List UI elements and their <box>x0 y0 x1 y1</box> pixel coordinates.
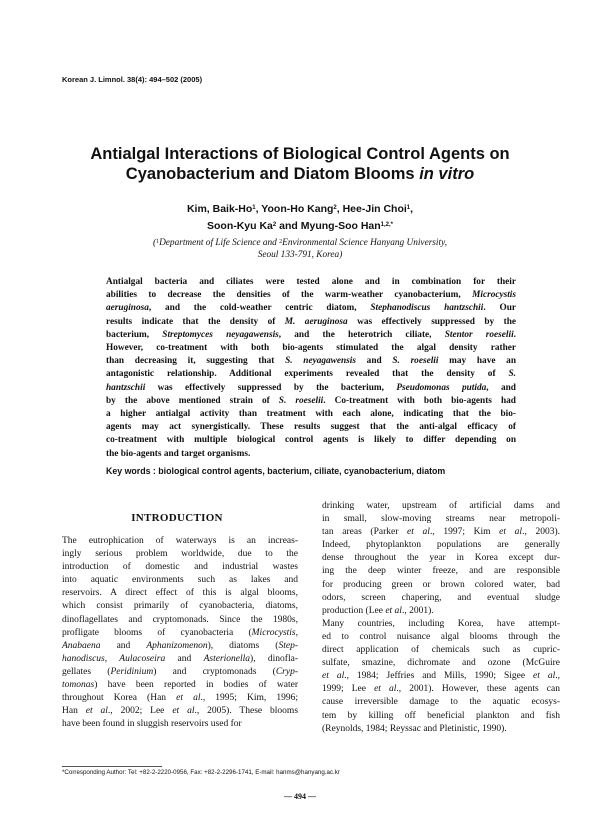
abstract-segment: , and <box>486 382 516 393</box>
page-number: — 494 — <box>284 792 316 801</box>
abstract-segment: M. aeruginosa <box>284 316 348 327</box>
right-column-line <box>322 526 560 539</box>
left-column-line <box>62 614 298 627</box>
right-column-segment: ., 1984; Jeffries and Mills, 1990; Sigee <box>344 671 534 682</box>
author-kang-affil: 2 <box>333 205 337 211</box>
author-kim: Kim, Baik-Ho <box>186 203 253 215</box>
affiliation-paren: ( <box>152 238 157 248</box>
abstract-line <box>106 316 516 329</box>
right-column-segment: ., <box>555 671 561 682</box>
abstract-segment: S. neyagawensis <box>285 356 356 367</box>
right-column-segment: direct application of chemicals such as cupric- <box>322 645 560 656</box>
left-column-line <box>62 705 298 718</box>
abstract-segment: hantzschii <box>106 382 146 393</box>
abstract-segment: aeruginosa <box>106 303 149 314</box>
abstract-segment: bacterium, <box>106 329 163 340</box>
left-column-segment: ), diatoms ( <box>207 640 279 651</box>
abstract-segment: by the above mentioned strain of <box>106 395 279 406</box>
keywords: Key words : biological control agents, bacterium, ciliate, cyanobacterium, diatom <box>106 466 446 476</box>
left-column-segment: introduction of domestic and industrial wastes <box>62 562 298 573</box>
author-han: and Myung-Soo Han <box>276 220 381 232</box>
right-column-segment: et al <box>499 527 523 538</box>
author-choi-affil: 1 <box>406 205 411 211</box>
abstract-line <box>106 276 516 289</box>
title-line-2-text: Cyanobacterium and Diatom Blooms <box>125 165 420 183</box>
author-han-affil: 1,2,* <box>380 222 394 228</box>
left-column-line <box>62 574 298 587</box>
abstract-segment: Stephanodiscus hantzschii <box>370 303 484 314</box>
left-column-segment: ., 2005). These blooms <box>194 706 299 717</box>
right-column-segment: ., 2001). However, these agents can <box>396 684 560 695</box>
right-column-segment: et al <box>385 605 402 616</box>
affiliation-sup-2: 2 <box>279 239 283 245</box>
right-column-line <box>322 592 560 605</box>
left-column-segment: ingly serious problem worldwide, due to the <box>62 549 298 560</box>
left-column-segment: throughout Korea (Han <box>62 693 177 704</box>
abstract-segment: the bio-agents and target organisms. <box>106 448 251 459</box>
author-choi: , Hee-Jin Choi <box>336 203 407 215</box>
left-column-segment: Anabaena <box>62 640 101 651</box>
left-column-line <box>62 666 298 679</box>
left-column-segment: and <box>165 653 204 664</box>
abstract-segment: was effectively suppressed by the bacterium, <box>145 382 397 393</box>
abstract-segment: agents may act synergistically. These results suggest that the anti-algal efficacy of <box>106 422 516 433</box>
right-column-segment: in small, slow-moving streams near metropoli- <box>322 514 560 525</box>
abstract-segment: results indicate that the density of <box>106 316 285 327</box>
right-column-segment: et al <box>407 527 430 538</box>
abstract-segment: , and the cold-weather centric diatom, <box>148 303 371 314</box>
abstract-segment: However, co-treatment with both bio-agents stimulated the algal density rather <box>106 343 516 354</box>
left-column-segment: gellates ( <box>62 666 111 677</box>
author-ka: Soon-Kyu Ka <box>206 220 273 232</box>
right-column-line <box>322 579 560 592</box>
abstract-line <box>106 395 516 408</box>
abstract-segment: Stentor roeselii <box>444 329 514 340</box>
right-column-line <box>322 539 560 552</box>
right-column-segment: ., 1997; Kim <box>429 527 500 538</box>
right-column-line <box>322 631 560 644</box>
abstract <box>106 276 516 461</box>
abstract-segment: , and the heterotrich ciliate, <box>278 329 445 340</box>
right-column-segment: et al <box>533 671 556 682</box>
affiliation-line-1 <box>60 237 540 249</box>
right-column-text <box>322 500 560 736</box>
right-column-line <box>322 644 560 657</box>
abstract-segment: . Co-treatment with both bio-agents had <box>323 395 516 406</box>
left-column-segment: Asterionella <box>203 653 251 664</box>
right-column-line <box>322 670 560 683</box>
left-column-line <box>62 718 298 731</box>
right-column-segment: Many countries, including Korea, have attempt- <box>322 618 560 629</box>
left-column-text <box>62 535 298 731</box>
left-column-segment: ., 1995; Kim, 1996; <box>200 693 299 704</box>
left-column-segment: Step- <box>278 640 298 651</box>
right-column-line <box>322 565 560 578</box>
right-column-segment: (Reynolds, 1984; Reyssac and Pletinistic, 1990). <box>322 723 507 734</box>
right-column-line <box>322 683 560 696</box>
paper-title <box>60 144 540 184</box>
right-column-segment: odors, screen chapering, and eventual sludge <box>322 592 560 603</box>
left-column-segment: et al <box>85 706 108 717</box>
author-kang: , Yoon-Ho Kang <box>255 203 334 215</box>
left-column-segment: profligate blooms of cyanobacteria ( <box>62 627 252 638</box>
abstract-segment: S. <box>508 369 516 380</box>
right-column-line <box>322 552 560 565</box>
right-column-line <box>322 605 560 618</box>
author-ka-affil: 2 <box>272 222 277 228</box>
affiliation-dept-1: Department of Life Science and <box>159 238 280 248</box>
abstract-segment: a higher antialgal activity than treatment with each alone, indicating that the bio- <box>106 409 516 420</box>
right-column-segment: tan areas (Parker <box>322 527 408 538</box>
right-column-segment: tem by killing off beneficial plankton and fish <box>322 710 560 721</box>
left-column-segment: Han <box>62 706 86 717</box>
right-column-segment: ing the deep winter freeze, and are responsible <box>322 566 560 577</box>
authors-line-2 <box>60 218 540 235</box>
abstract-segment: S. roeselii <box>392 356 439 367</box>
left-column-line <box>62 692 298 705</box>
right-column-segment: ed to control nuisance algal blooms through the <box>322 631 560 642</box>
right-column-segment: Indeed, phytoplankton populations are generally <box>322 540 560 551</box>
left-column-segment: et al <box>176 693 201 704</box>
abstract-line <box>106 421 516 434</box>
abstract-line <box>106 342 516 355</box>
abstract-segment: antagonistic relationship. Additional experiments revealed that the density of <box>106 369 509 380</box>
abstract-segment: than decreasing it, suggesting that <box>106 356 286 367</box>
left-column-segment: Microcystis, <box>251 627 298 638</box>
right-column-segment: et al <box>322 671 345 682</box>
left-column-line <box>62 587 298 600</box>
abstract-segment: Streptomyces neyagawensis <box>162 329 279 340</box>
author-list <box>60 201 540 235</box>
right-column-segment: ., 2003). <box>522 527 561 538</box>
abstract-line <box>106 408 516 421</box>
left-column-segment: The eutrophication of waterways is an increas- <box>62 536 298 546</box>
abstract-line <box>106 434 516 447</box>
abstract-segment: may have an <box>438 356 516 367</box>
footnote-divider <box>62 766 162 767</box>
left-column-segment: which consist primarily of cyanobacteria, diatoms, <box>62 601 298 612</box>
affiliation-line-2: Seoul 133-791, Korea) <box>257 250 343 260</box>
left-column-line <box>62 653 298 666</box>
right-column-segment: 1999; Lee <box>322 684 375 695</box>
abstract-line <box>106 355 516 368</box>
right-column-line <box>322 618 560 631</box>
authors-comma: , <box>410 203 414 215</box>
right-column-line <box>322 657 560 670</box>
left-column-segment: tomonas <box>62 680 95 691</box>
left-column-segment: dinoflagellates and cryptomonads. Since the 1980s, <box>62 614 298 625</box>
left-column-segment: and <box>100 640 147 651</box>
abstract-segment: and <box>355 356 393 367</box>
left-column-segment: Cryp- <box>275 666 298 677</box>
author-kim-affil: 1 <box>252 205 256 211</box>
right-column-segment: production (Lee <box>322 605 386 616</box>
right-column-line <box>322 696 560 709</box>
left-column-segment: ) and cryptomonads ( <box>153 666 276 677</box>
right-column-segment: sulfate, smazine, dichromate and ozone (McGuire <box>322 658 560 669</box>
abstract-segment: Microcystis <box>472 290 516 301</box>
right-column-segment: drinking water, upstream of artificial dams and <box>322 501 560 511</box>
left-column-segment: ) have been reported in bodies of water <box>94 680 298 691</box>
left-column-segment: Peridinium <box>110 666 154 677</box>
abstract-line <box>106 448 516 461</box>
left-column-line <box>62 679 298 692</box>
right-column-segment: cause irreversible damage to the aquatic ecosys- <box>322 697 560 708</box>
affiliation-sup-1: 1 <box>156 239 160 245</box>
journal-reference: Korean J. Limnol. 38(4): 494–502 (2005) <box>62 75 203 84</box>
left-column-segment: Aphanizomenon <box>146 640 208 651</box>
right-column-segment: et al <box>374 684 397 695</box>
left-column-line <box>62 548 298 561</box>
right-column-line <box>322 710 560 723</box>
abstract-segment: Antialgal bacteria and ciliates were tested alone and in combination for their <box>106 277 516 287</box>
left-column-line <box>62 627 298 640</box>
section-heading-introduction: INTRODUCTION <box>131 512 223 524</box>
left-column-line <box>62 561 298 574</box>
authors-line-1 <box>60 201 540 218</box>
affiliation <box>60 237 540 261</box>
left-column-segment: et al <box>172 706 195 717</box>
right-column-line <box>322 513 560 526</box>
left-column-line <box>62 535 298 548</box>
left-column-segment: ), dinofla- <box>250 653 298 664</box>
title-line-2-italic: in vitro <box>419 165 475 183</box>
title-line-2 <box>60 164 540 184</box>
right-column-line <box>322 500 560 513</box>
abstract-line <box>106 289 516 302</box>
left-column-segment: ., 2002; Lee <box>107 706 173 717</box>
abstract-line <box>106 382 516 395</box>
affiliation-dept-2: Environmental Science Hanyang University, <box>282 238 448 248</box>
right-column-segment: dense throughout the year in Korea except dur- <box>322 553 560 564</box>
right-column-line <box>322 723 560 736</box>
abstract-segment: was effectively suppressed by the <box>347 316 516 327</box>
right-column-segment: ., 2001). <box>401 605 434 616</box>
left-column-segment: reservoirs. A direct effect of this is algal blooms, <box>62 588 298 599</box>
abstract-line <box>106 302 516 315</box>
left-column-segment: into aquatic environments such as lakes and <box>62 575 298 586</box>
left-column-segment: have been found in sluggish reservoirs used for <box>62 719 242 730</box>
corresponding-author-footnote: *Corresponding Author: Tel: +82-2-2220-0956, Fax: +82-2-2296-1741, E-mail: hanms@hanyang.ac.kr <box>62 769 340 776</box>
abstract-segment: abilities to decrease the densities of the warm-weather cyanobacterium, <box>106 290 473 301</box>
abstract-line <box>106 329 516 342</box>
title-line-1: Antialgal Interactions of Biological Control Agents on <box>90 145 510 163</box>
abstract-segment: co-treatment with multiple biological control agents is likely to differ depending on <box>106 435 516 446</box>
left-column-line <box>62 600 298 613</box>
abstract-segment: . Our <box>483 303 516 314</box>
abstract-segment: Pseudomonas putida <box>396 382 487 393</box>
right-column-segment: for producing green or brown colored water, bad <box>322 579 560 590</box>
abstract-segment: . <box>513 329 516 340</box>
left-column-line <box>62 640 298 653</box>
abstract-line <box>106 368 516 381</box>
abstract-segment: S. roeselii <box>278 395 324 406</box>
left-column-segment: hanodiscus, Aulacoseira <box>62 653 166 664</box>
